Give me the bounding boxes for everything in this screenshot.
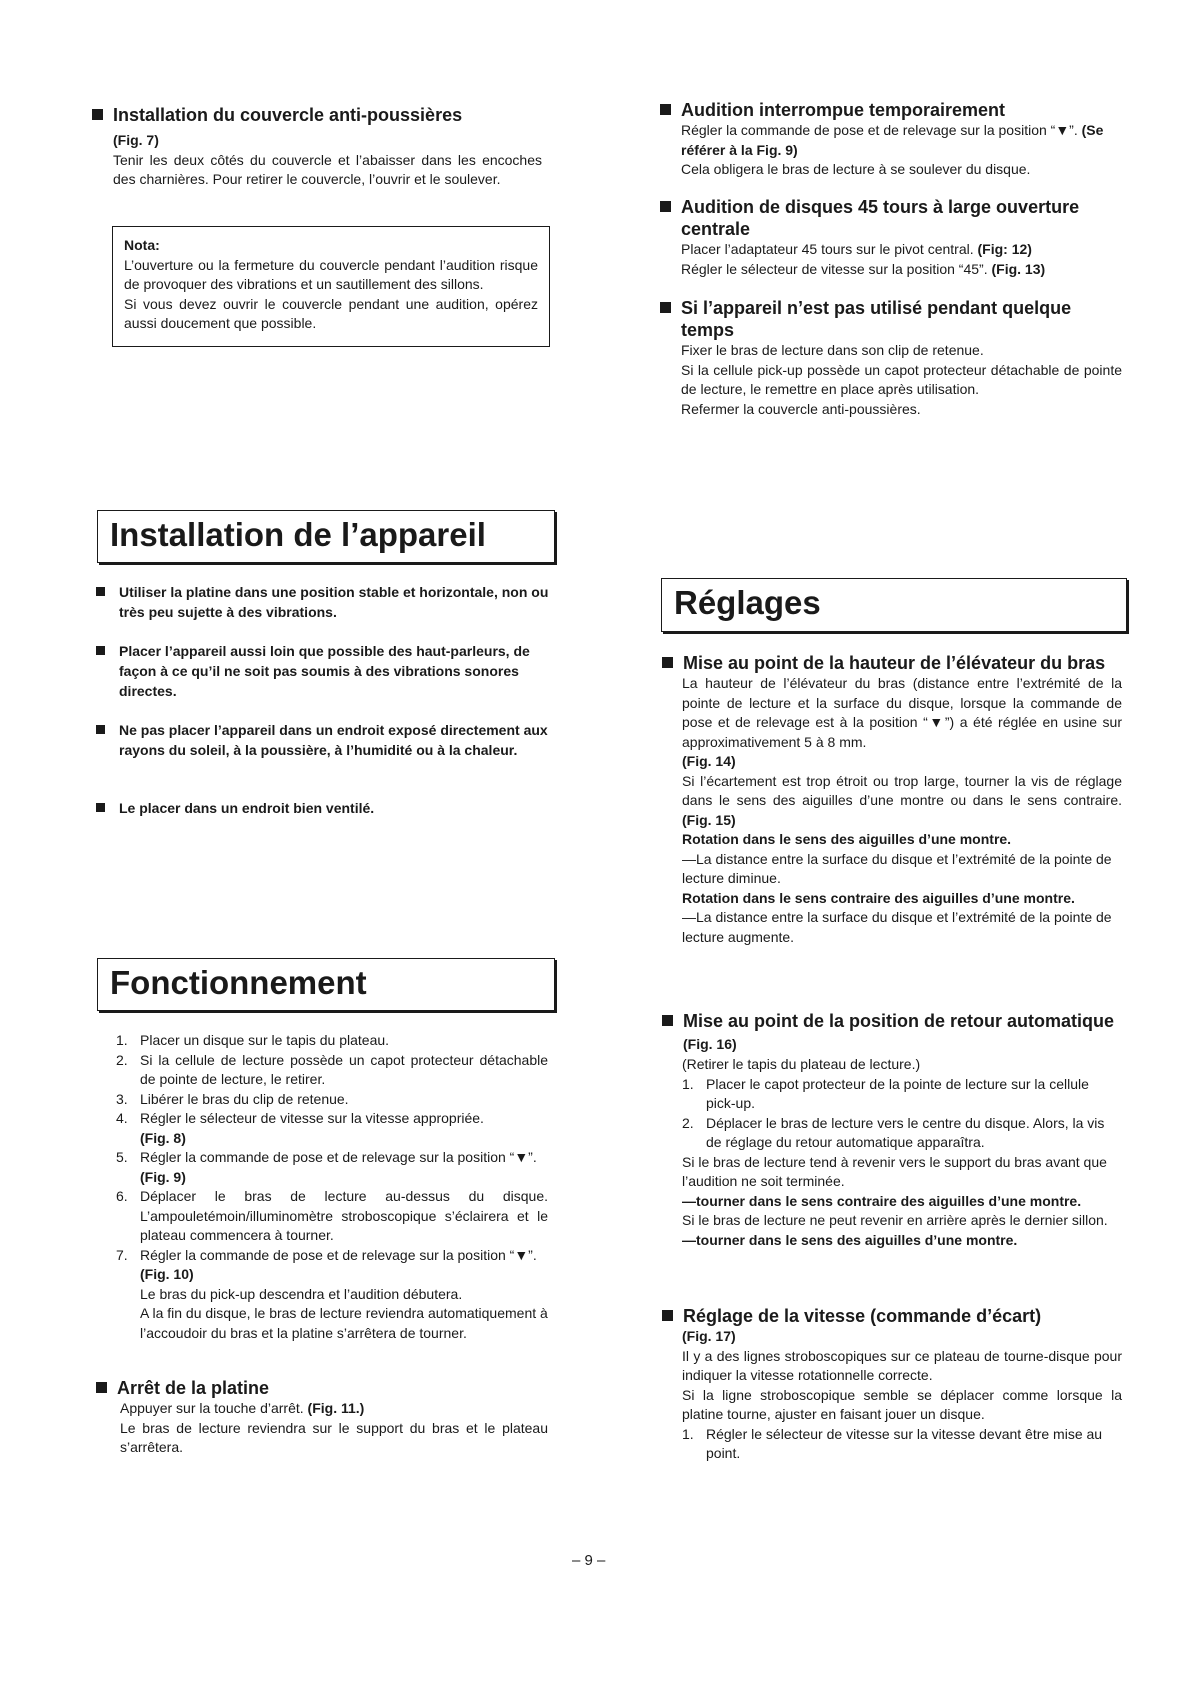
bullet-square-icon xyxy=(96,725,105,734)
bullet-square-icon xyxy=(92,109,103,120)
paragraph: La hauteur de l’élévateur du bras (distance entre l’extrémité de la pointe de lecture et la surface du disque, lorsque la commande de pose et de relevage est à la position “▼”) a été réglée en usine sur approximativement 5 à 8 mm. xyxy=(682,675,1122,750)
section-title-box-fonctionnement xyxy=(97,958,555,1011)
nota-label: Nota: xyxy=(124,237,160,253)
instruction-item: Ne pas placer l’appareil dans un endroit exposé directement aux rayons du soleil, à la poussière, à l’humidité ou à la chaleur. xyxy=(96,720,552,760)
instruction-item: Utiliser la platine dans une position stable et horizontale, non ou très peu sujette à des vibrations. xyxy=(96,582,552,622)
list-item: 1. Placer un disque sur le tapis du plateau. xyxy=(116,1032,390,1048)
bullet-square-icon xyxy=(662,657,673,668)
paragraph: Si le bras de lecture tend à revenir vers le support du bras avant que l’audition ne soit terminée. xyxy=(682,1153,1107,1189)
paragraph: Régler la commande de pose et de relevage sur la position “▼”. (Se référer à la Fig. 9) xyxy=(681,122,1104,158)
paragraph: Si la cellule pick-up possède un capot protecteur détachable de pointe de lecture, le remettre en place après utilisation. xyxy=(681,361,1122,397)
steps-list xyxy=(682,1425,1122,1464)
list-item: 5. Régler la commande de pose et de relevage sur la position “▼”. (Fig. 9) xyxy=(116,1149,537,1185)
section-title-box-reglages xyxy=(661,578,1127,632)
steps-list xyxy=(682,1075,1122,1153)
paragraph: Tenir les deux côtés du couvercle et l’abaisser dans les encoches des charnières. Pour retirer le couvercle, l’ouvrir et le soulever. xyxy=(113,151,542,187)
bullet-square-icon xyxy=(96,587,105,596)
page-number: – 9 – xyxy=(572,1552,606,1569)
bullet-square-icon xyxy=(660,302,671,313)
fig-ref: (Fig. 14) xyxy=(682,753,736,769)
bullet-square-icon xyxy=(660,104,671,115)
paragraph: Le bras de lecture reviendra sur le support du bras et le plateau s’arrêtera. xyxy=(120,1419,548,1455)
paragraph: Régler le sélecteur de vitesse sur la position “45”. (Fig. 13) xyxy=(681,260,1046,277)
paragraph: Si le bras de lecture ne peut revenir en arrière après le dernier sillon. xyxy=(682,1212,1108,1228)
section-couvercle xyxy=(92,104,542,190)
heading-disques45: Audition de disques 45 tours à large ouverture centrale xyxy=(660,196,1122,240)
heading-retour: Mise au point de la position de retour automatique (Fig. 16) xyxy=(662,1010,1122,1055)
heading-audition: Audition interrompue temporairement xyxy=(660,99,1122,121)
section-title: Fonctionnement xyxy=(110,964,367,1001)
paragraph: Appuyer sur la touche d’arrêt. (Fig. 11.) xyxy=(120,1400,365,1416)
instruction-bold: —tourner dans le sens contraire des aiguilles d’une montre. xyxy=(682,1192,1082,1209)
list-item: 1. Placer le capot protecteur de la pointe de lecture sur la cellule pick-up. xyxy=(682,1075,1089,1111)
bullet-square-icon xyxy=(96,1382,107,1393)
list-item: 7. Régler la commande de pose et de relevage sur la position “▼”. (Fig. 10) Le bras du pick-up descendra et l’audition débutera. A la fin du disque, le bras de lecture reviendra automatiquement à l’accoudoir du bras et la platine s’arrêtera de tourner. xyxy=(116,1246,548,1341)
bullet-square-icon xyxy=(662,1015,673,1026)
steps-list xyxy=(116,1031,548,1343)
section-audition xyxy=(660,99,1122,180)
paragraph: Il y a des lignes stroboscopiques sur ce plateau de tourne-disque pour indiquer la vitesse rotationnelle correcte. xyxy=(682,1347,1122,1383)
section-title: Réglages xyxy=(674,584,821,621)
paragraph: —La distance entre la surface du disque et l’extrémité de la pointe de lecture augmente. xyxy=(682,909,1112,945)
bullet-square-icon xyxy=(96,803,105,812)
section-arret xyxy=(96,1377,548,1458)
instruction-item: Placer l’appareil aussi loin que possible des haut-parleurs, de façon à ce qu’il ne soit pas soumis à des vibrations sonores directes. xyxy=(96,641,552,701)
fig-ref: (Fig. 7) xyxy=(113,132,159,148)
list-item: 1. Régler le sélecteur de vitesse sur la vitesse devant être mise au point. xyxy=(682,1425,1103,1461)
list-item: 3. Libérer le bras du clip de retenue. xyxy=(116,1090,349,1107)
paragraph: Cela obligera le bras de lecture à se soulever du disque. xyxy=(681,161,1031,177)
instruction-item: Le placer dans un endroit bien ventilé. xyxy=(96,798,552,818)
nota-box xyxy=(112,226,550,347)
bullet-square-icon xyxy=(660,201,671,212)
heading-couvercle: Installation du couvercle anti-poussières xyxy=(92,104,542,126)
heading-vitesse: Réglage de la vitesse (commande d’écart) xyxy=(662,1305,1122,1327)
section-vitesse xyxy=(662,1305,1122,1464)
rotation-label: Rotation dans le sens des aiguilles d’une montre. xyxy=(682,831,1012,847)
heading-hauteur: Mise au point de la hauteur de l’élévateur du bras xyxy=(662,652,1122,674)
section-title: Installation de l’appareil xyxy=(110,516,486,553)
list-item: 2. Déplacer le bras de lecture vers le centre du disque. Alors, la vis de réglage du retour automatique apparaîtra. xyxy=(682,1114,1105,1150)
nota-p2: Si vous devez ouvrir le couvercle pendant une audition, opérez aussi doucement que possible. xyxy=(124,295,538,331)
paragraph: (Retirer le tapis du plateau de lecture.) xyxy=(682,1056,921,1072)
bullet-square-icon xyxy=(96,646,105,655)
section-hauteur xyxy=(662,652,1122,947)
nota-p1: L’ouverture ou la fermeture du couvercle pendant l’audition risque de provoquer des vibrations et un sautillement des sillons. xyxy=(124,256,538,292)
heading-arret: Arrêt de la platine xyxy=(96,1377,548,1399)
paragraph: Placer l’adaptateur 45 tours sur le pivot central. (Fig: 12) xyxy=(681,241,1032,257)
list-item: 6. Déplacer le bras de lecture au-dessus du disque. L’ampouletémoin/illuminomètre stroboscopique s’éclairera et le plateau commencera à tourner. xyxy=(116,1188,548,1243)
paragraph: Si l’écartement est trop étroit ou trop large, tourner la vis de réglage dans le sens des aiguilles d’une montre ou dans le sens contraire. (Fig. 15) xyxy=(682,772,1122,828)
paragraph: Si la ligne stroboscopique semble se déplacer comme lorsque la platine tourne, ajuster en faisant jouer un disque. xyxy=(682,1386,1122,1422)
paragraph: Refermer la couvercle anti-poussières. xyxy=(681,400,921,417)
bullet-square-icon xyxy=(662,1310,673,1321)
heading-nonutilise: Si l’appareil n’est pas utilisé pendant quelque temps xyxy=(660,297,1122,341)
section-disques45 xyxy=(660,196,1122,279)
fig-ref: (Fig. 17) xyxy=(682,1328,736,1344)
instruction-bold: —tourner dans le sens des aiguilles d’une montre. xyxy=(682,1231,1018,1248)
paragraph: —La distance entre la surface du disque et l’extrémité de la pointe de lecture diminue. xyxy=(682,850,1112,886)
section-nonutilise xyxy=(660,297,1122,419)
list-item: 4. Régler le sélecteur de vitesse sur la vitesse appropriée. (Fig. 8) xyxy=(116,1110,484,1146)
rotation-label: Rotation dans le sens contraire des aiguilles d’une montre. xyxy=(682,889,1075,906)
list-item: 2. Si la cellule de lecture possède un capot protecteur détachable de pointe de lecture, le retirer. xyxy=(116,1051,548,1087)
paragraph: Fixer le bras de lecture dans son clip de retenue. xyxy=(681,342,984,358)
section-retour xyxy=(662,1010,1122,1250)
section-title-box-installation xyxy=(97,510,555,563)
